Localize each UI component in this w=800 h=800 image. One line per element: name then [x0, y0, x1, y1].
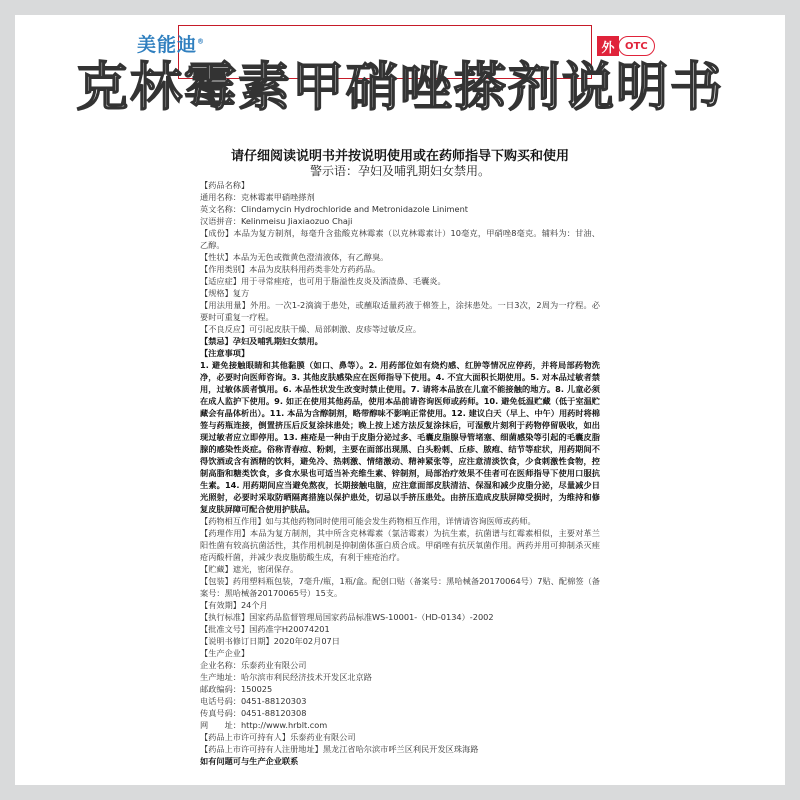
leaflet-content — [200, 179, 600, 767]
registered-mark: ® — [197, 37, 206, 46]
postal-code: 邮政编码：150025 — [200, 684, 273, 694]
section-mah: 【药品上市许可持有人】乐泰药业有限公司 — [200, 732, 356, 742]
warning-text: 警示语：孕妇及哺乳期妇女禁用。 — [309, 164, 490, 178]
external-use-icon: 外 — [597, 36, 619, 56]
otc-badge: OTC — [618, 36, 655, 56]
website: 网 址：http://www.hrblt.com — [200, 720, 328, 730]
section-character: 【性状】本品为无色或微黄色澄清液体，有乙醇臭。 — [200, 252, 389, 262]
brand-name: 美能迪 — [137, 34, 198, 56]
contact-note: 如有问题可与生产企业联系 — [200, 756, 299, 766]
section-spec: 【规格】复方 — [200, 288, 250, 298]
english-name: 英文名称：Clindamycin Hydrochloride and Metronidazole Liniment — [200, 204, 468, 214]
section-category: 【作用类别】本品为皮肤科用药类非处方药药品。 — [200, 264, 381, 274]
usage-instruction: 请仔细阅读说明书并按说明使用或在药师指导下购买和使用 — [230, 149, 569, 164]
document-title: 克林霉素甲硝唑搽剂说明书 — [75, 58, 724, 118]
section-precautions: 1. 避免接触眼睛和其他黏膜（如口、鼻等）。2. 用药部位如有烧灼感、红肿等情况应停药，并将局部药物洗净，必要时向医师咨询。3. 其他皮肤感染应在医师指导下使用。4. 不宜大面积长期使用。5. 对本品过敏者禁用，过敏体质者慎用。6. 本品性状发生改变时禁止使用。7. 请将本品放在儿童不能接触的地方。8. 儿童必须在成人监护下使用。9. 如正在使用其他药品，使用本品前请咨询医师或药师。10. 避免低温贮藏（低于室温贮藏会有晶体析出）。11. 本品为含醇制剂，略带醇味不影响正常使用。12. 建议白天（早上、中午）用药时将棉签与药瓶连接，倒置挤压后反复涂抹患处；晚上按上述方法反复涂抹后，可湿敷片刻利于药物停留吸收，如出现过敏者应立即停用。13. 痤疮是一种由于皮脂分泌过多、毛囊皮脂腺导管堵塞、细菌感染等引起的毛囊皮脂腺的感染性炎症。俗称青春痘、粉刺，主要在面部出现黑、白头粉刺、丘疹、脓疱、结节等症状，用药期间不得饮酒或含有酒精的饮料，避免冷、热刺激、情绪激动、精神紧张等，应注意清淡饮食，少食刺激性食物，控制高脂和糖类饮食，多食水果也可适当补充维生素、锌制剂，局部治疗效果不佳者可在医师指导下使用口服抗生素。14. 用药期间应当避免熬夜，长期接触电脑，应注意面部皮肤清洁、保湿和减少皮脂分泌，尽量减少日光照射，必要时采取防晒隔离措施以保护患处，切忌以手挤压患处。由挤压造成皮肤屏障受损时，为维持和修复皮肤屏障可配合使用护肤品。 — [200, 360, 600, 514]
section-contraindication: 【禁忌】孕妇及哺乳期妇女禁用。 — [200, 336, 323, 346]
company-name: 企业名称：乐泰药业有限公司 — [200, 660, 307, 670]
otc-label — [597, 36, 655, 56]
section-validity: 【有效期】24个月 — [200, 600, 268, 610]
section-manufacturer-header: 【生产企业】 — [200, 648, 250, 658]
section-interaction: 【药物相互作用】如与其他药物同时使用可能会发生药物相互作用，详情请咨询医师或药师。 — [200, 516, 536, 526]
section-drug-name: 【药品名称】 — [200, 180, 250, 190]
section-storage: 【贮藏】遮光，密闭保存。 — [200, 564, 299, 574]
generic-name: 通用名称：克林霉素甲硝唑搽剂 — [200, 192, 315, 202]
section-revision-date: 【说明书修订日期】2020年02月07日 — [200, 636, 340, 646]
section-package: 【包装】药用塑料瓶包装，7毫升/瓶，1瓶/盒。配创口贴（备案号：黑哈械备20170064号）7贴、配棉签（备案号：黑哈械备20170065号）15支。 — [200, 576, 600, 598]
section-approval: 【批准文号】国药准字H20074201 — [200, 624, 330, 634]
section-mah-address: 【药品上市许可持有人注册地址】黑龙江省哈尔滨市呼兰区利民开发区珠海路 — [200, 744, 479, 754]
section-indication: 【适应症】用于寻常痤疮，也可用于脂溢性皮炎及酒渣鼻、毛囊炎。 — [200, 276, 446, 286]
section-standard: 【执行标准】国家药品监督管理局国家药品标准WS-10001-（HD-0134）-2002 — [200, 612, 494, 622]
section-usage: 【用法用量】外用。一次1-2滴滴于患处，或蘸取适量药液于棉签上，涂抹患处。一日3次，2周为一疗程。必要时可重复一疗程。 — [200, 300, 600, 322]
production-address: 生产地址：哈尔滨市利民经济技术开发区北京路 — [200, 672, 372, 682]
phone-number: 电话号码：0451-88120303 — [200, 696, 307, 706]
section-adverse: 【不良反应】可引起皮肤干燥、局部刺激、皮疹等过敏反应。 — [200, 324, 422, 334]
section-pharmacology: 【药理作用】本品为复方制剂，其中所含克林霉素（氯洁霉素）为抗生素，抗菌谱与红霉素相似，主要对革兰阳性菌有较高抗菌活性，其作用机制是抑制菌体蛋白质合成。甲硝唑有抗厌氧菌作用。两药并用可抑制杀灭痤疮丙酸杆菌，并减少表皮脂肪酸生成，有利于痤疮治疗。 — [200, 528, 600, 562]
pinyin-name: 汉语拼音：Kelinmeisu Jiaxiaozuo Chaji — [200, 216, 353, 226]
fax-number: 传真号码：0451-88120308 — [200, 708, 307, 718]
section-composition: 【成份】本品为复方制剂，每毫升含盐酸克林霉素（以克林霉素计）10毫克，甲硝唑8毫克。辅料为：甘油、乙醇。 — [200, 228, 600, 250]
brand-logo — [137, 30, 205, 57]
section-precautions-header: 【注意事项】 — [200, 348, 250, 358]
